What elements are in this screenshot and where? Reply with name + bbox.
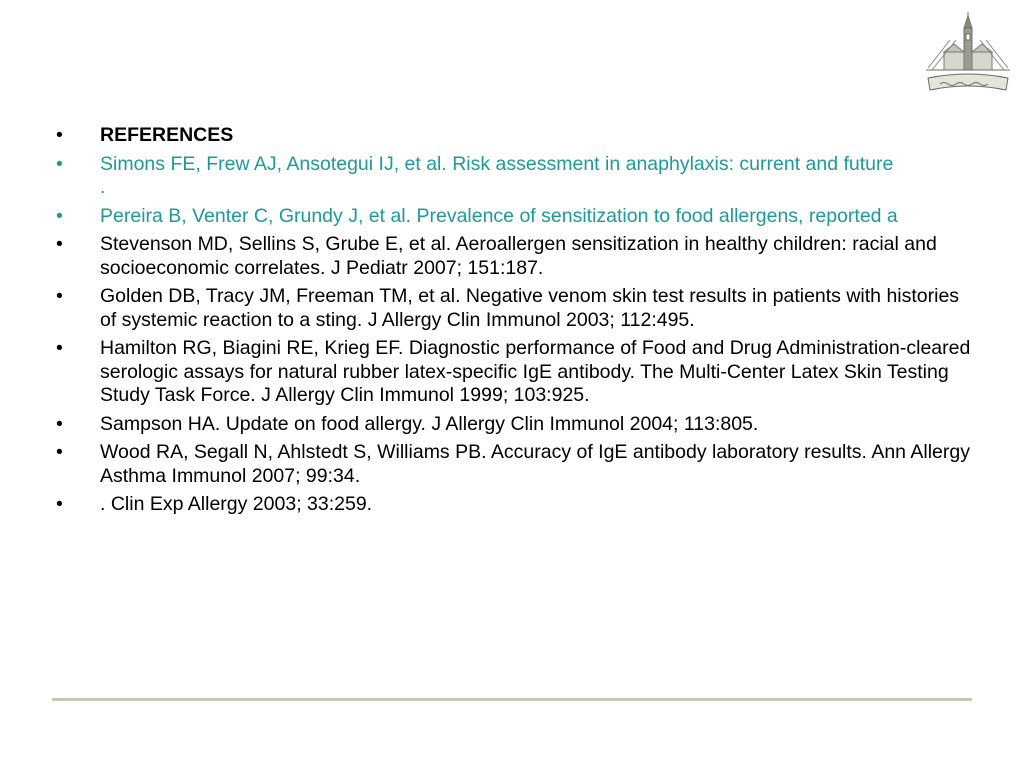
bullet: • [56, 204, 63, 227]
reference-text: Stevenson MD, Sellins S, Grube E, et al. Aeroallergen sensitization in healthy children: racial and socioeconomic correlates. J Pediatr 2007; 151:187. [100, 233, 937, 279]
reference-heading-text: REFERENCES [100, 124, 234, 146]
bullet: • [56, 124, 63, 146]
reference-text: Wood RA, Segall N, Ahlstedt S, Williams PB. Accuracy of IgE antibody laboratory results. Ann Allergy Asthma Immunol 2007; 99:34. [100, 441, 970, 487]
reference-text: Sampson HA. Update on food allergy. J Allergy Clin Immunol 2004; 113:805. [100, 412, 759, 435]
reference-link-text[interactable]: Pereira B, Venter C, Grundy J, et al. Prevalence of sensitization to food allergens, reported a [100, 204, 898, 227]
bullet: • [56, 233, 63, 255]
reference-heading [56, 124, 1024, 148]
bullet: • [56, 441, 63, 463]
reference-text: Hamilton RG, Biagini RE, Krieg EF. Diagnostic performance of Food and Drug Administration-cleared serologic assays for natural rubber latex-specific IgE antibody. The Multi-Center Latex Skin Testing Study Task Force. J Allergy Clin Immunol 1999; 103:925. [100, 337, 971, 406]
reference-item [56, 233, 1024, 280]
reference-continuation: . [100, 176, 106, 198]
footer-divider [52, 698, 972, 701]
reference-item [56, 337, 1024, 408]
reference-link-text[interactable]: Simons FE, Frew AJ, Ansotegui IJ, et al. Risk assessment in anaphylaxis: current and future [100, 152, 894, 175]
reference-item [56, 441, 1024, 488]
university-tower-logo-icon [920, 10, 1016, 100]
bullet: • [56, 285, 63, 307]
bullet: • [56, 493, 63, 515]
reference-list [56, 124, 1024, 522]
reference-text: . Clin Exp Allergy 2003; 33:259. [100, 493, 373, 515]
bullet: • [56, 337, 63, 359]
reference-item [56, 285, 1024, 332]
reference-text: Golden DB, Tracy JM, Freeman TM, et al. Negative venom skin test results in patients with histories of systemic reaction to a sting. J Allergy Clin Immunol 2003; 112:495. [100, 285, 960, 331]
reference-item[interactable] [56, 205, 1024, 229]
bullet: • [56, 412, 63, 435]
reference-item [56, 413, 1024, 437]
reference-item [56, 493, 1024, 517]
reference-item[interactable] [56, 153, 1024, 200]
bullet: • [56, 152, 63, 175]
